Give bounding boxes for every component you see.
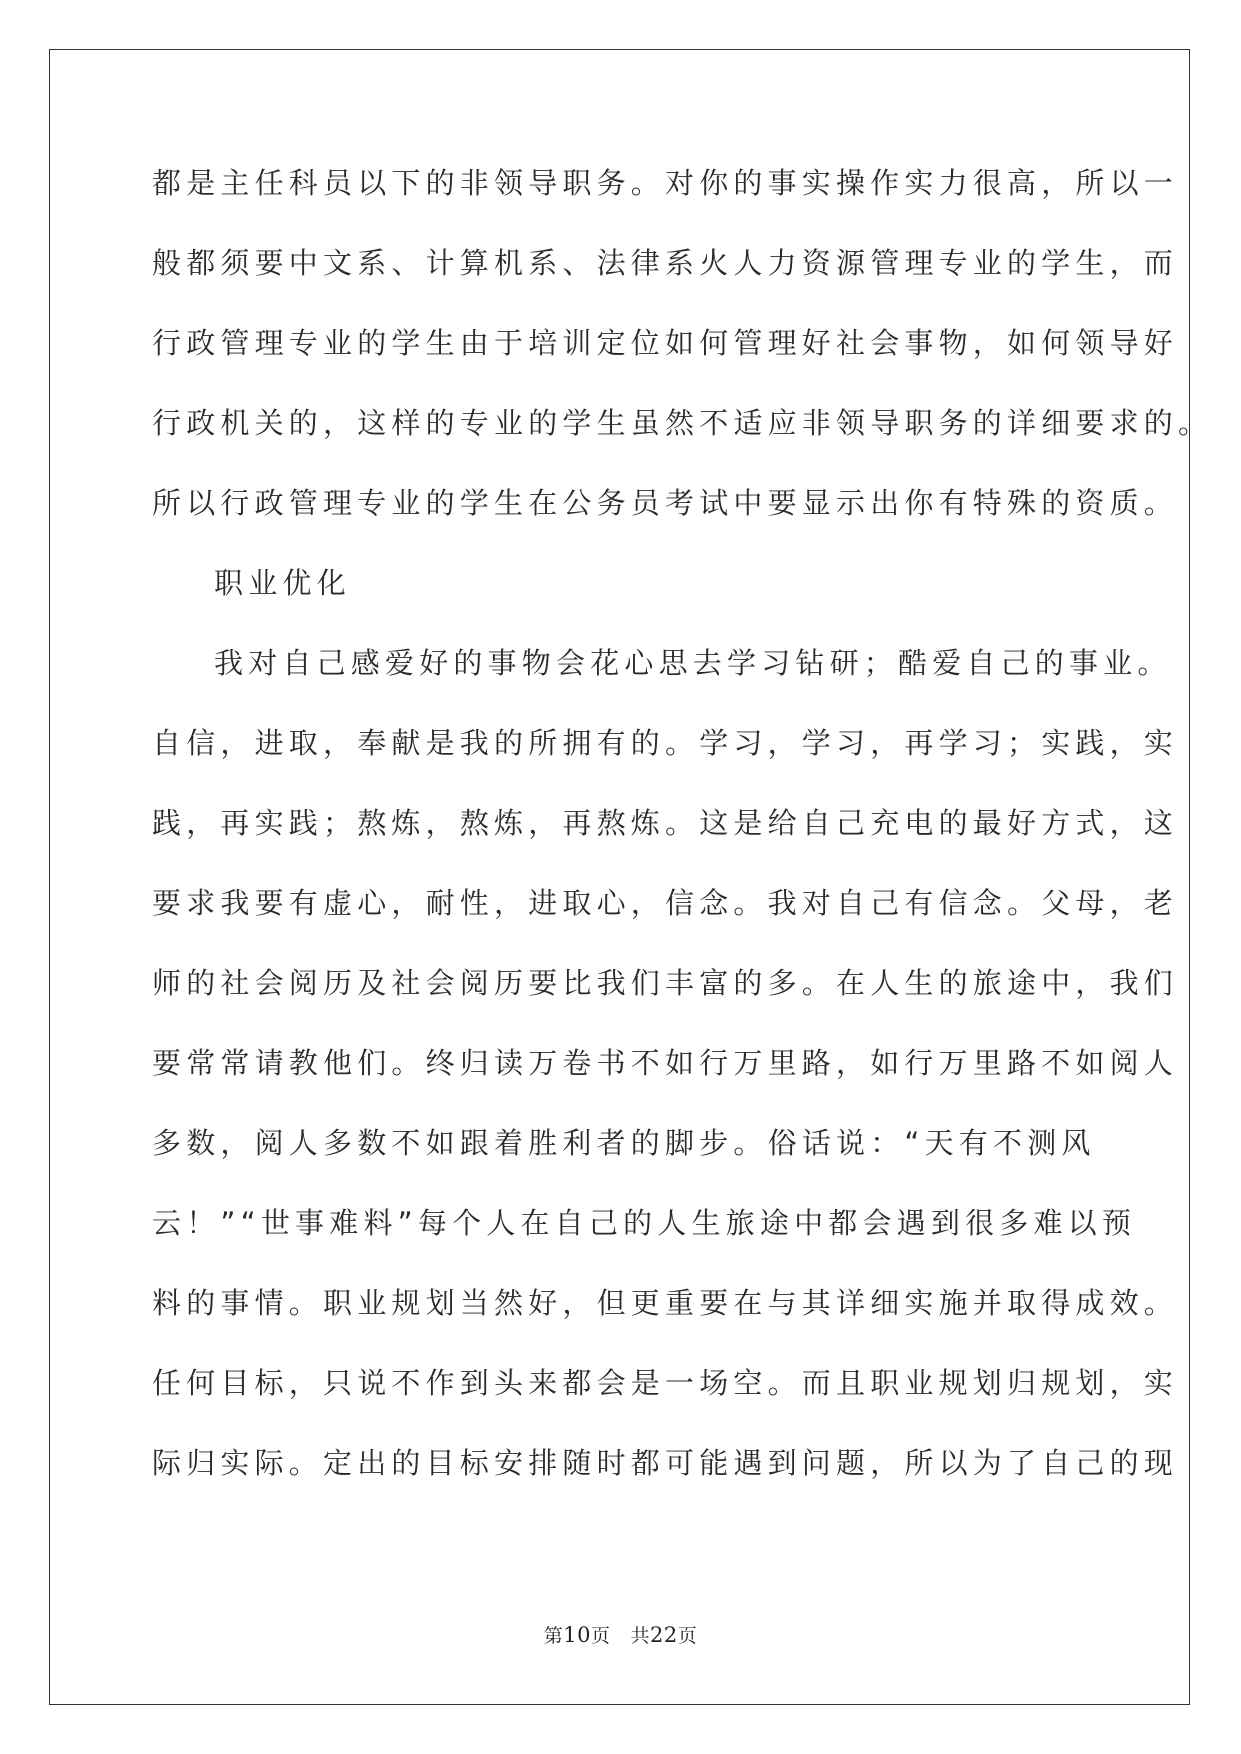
current-page-number: 10 [563, 1623, 591, 1647]
text-line: 多数，阅人多数不如跟着胜利者的脚步。俗话说：“天有不测风 [152, 1126, 1096, 1160]
text-line: 任何目标，只说不作到头来都会是一场空。而且职业规划归规划，实 [152, 1366, 1179, 1400]
section-heading: 职业优化 [214, 566, 351, 600]
text-line: 都是主任科员以下的非领导职务。对你的事实操作实力很高，所以一 [152, 166, 1179, 200]
text-line: 所以行政管理专业的学生在公务员考试中要显示出你有特殊的资质。 [152, 486, 1179, 520]
text-line: 行政机关的，这样的专业的学生虽然不适应非领导职务的详细要求的。 [152, 406, 1213, 440]
total-pages-number: 22 [650, 1623, 678, 1647]
document-body [152, 153, 1213, 1513]
text-line: 要常常请教他们。终归读万卷书不如行万里路，如行万里路不如阅人 [152, 1046, 1179, 1080]
text-line: 自信，进取，奉献是我的所拥有的。学习，学习，再学习；实践，实 [152, 726, 1179, 760]
text-line: 我对自己感爱好的事物会花心思去学习钻研；酷爱自己的事业。 [214, 646, 1172, 680]
page-prefix: 第 [543, 1625, 564, 1647]
text-line: 料的事情。职业规划当然好，但更重要在与其详细实施并取得成效。 [152, 1286, 1179, 1320]
text-line: 般都须要中文系、计算机系、法律系火人力资源管理专业的学生，而 [152, 246, 1179, 280]
page-suffix: 页 [590, 1625, 611, 1647]
total-suffix: 页 [677, 1625, 698, 1647]
page-footer [0, 1621, 1241, 1648]
text-line: 要求我要有虚心，耐性，进取心，信念。我对自己有信念。父母，老 [152, 886, 1179, 920]
text-line: 践，再实践；熬炼，熬炼，再熬炼。这是给自己充电的最好方式，这 [152, 806, 1179, 840]
text-line: 行政管理专业的学生由于培训定位如何管理好社会事物，如何领导好 [152, 326, 1179, 360]
total-prefix: 共 [630, 1625, 651, 1647]
text-line: 际归实际。定出的目标安排随时都可能遇到问题，所以为了自己的现 [152, 1446, 1179, 1480]
text-line: 师的社会阅历及社会阅历要比我们丰富的多。在人生的旅途中，我们 [152, 966, 1179, 1000]
text-line: 云！”“世事难料”每个人在自己的人生旅途中都会遇到很多难以预 [152, 1206, 1137, 1240]
